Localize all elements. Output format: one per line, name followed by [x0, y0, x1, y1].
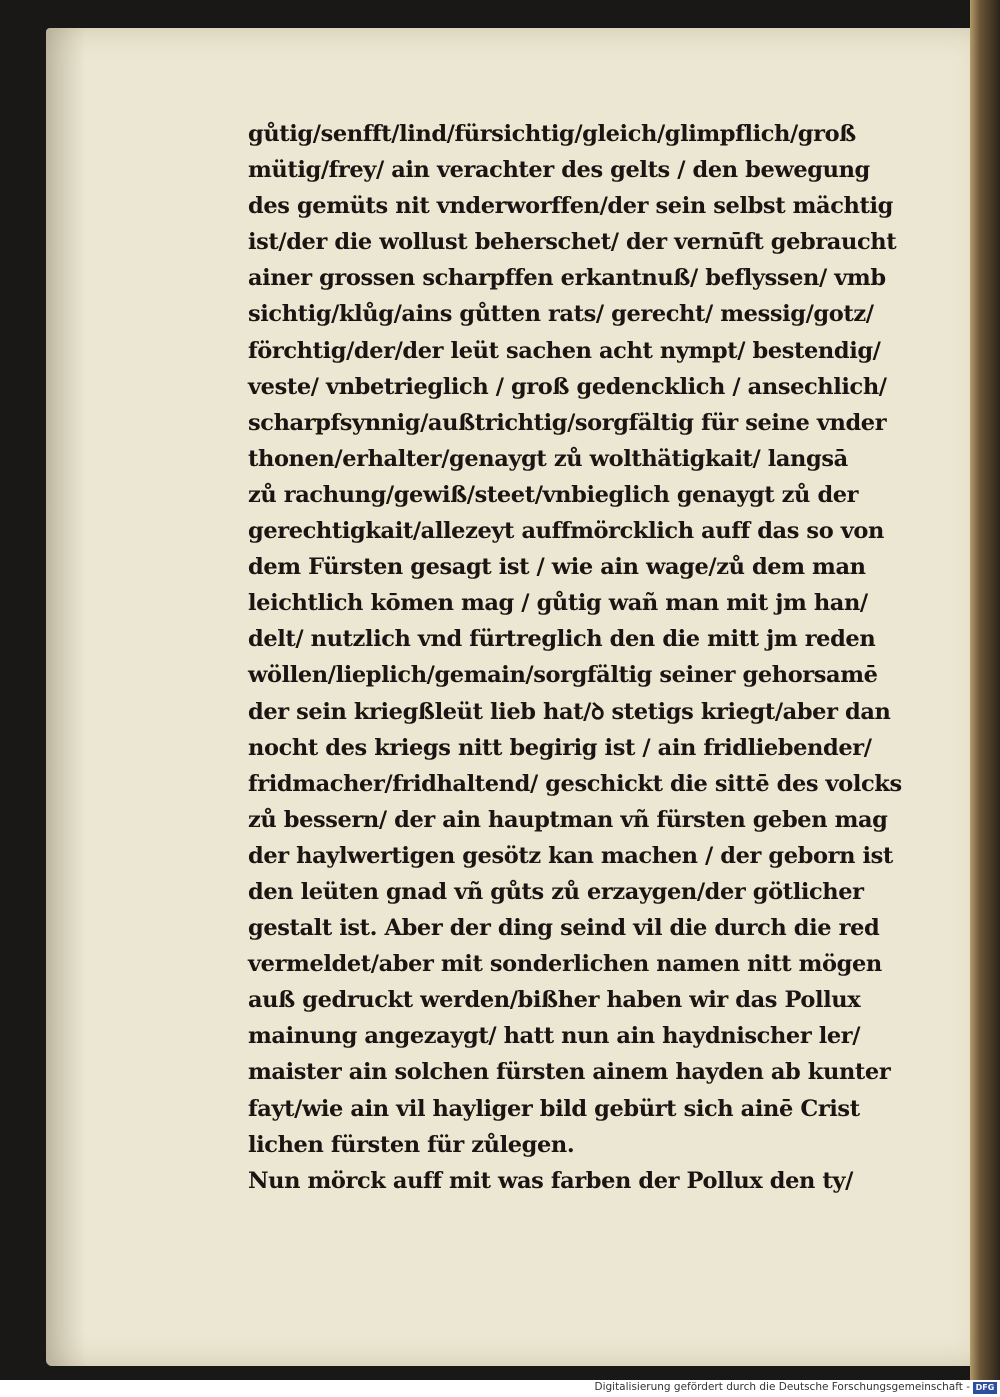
text-line: scharpfsynnig/außtrichtig/sorgfältig für seine vnder — [248, 409, 887, 436]
text-line: thonen/erhalter/genaygt zů wolthätigkait/ langsā — [248, 445, 848, 472]
text-line: ainer grossen scharpffen erkantnuß/ beflyssen/ vmb — [248, 265, 886, 292]
text-line: auß gedruckt werden/bißher haben wir das Pollux — [248, 987, 861, 1014]
text-line: der haylwertigen gesötz kan machen / der geborn ist — [248, 842, 893, 869]
text-line: dem Fürsten gesagt ist / wie ain wage/zů dem man — [248, 554, 866, 581]
book-spine — [970, 0, 1000, 1380]
digitization-footer — [0, 1380, 1000, 1397]
text-line: mütig/frey/ ain verachter des gelts / den bewegung — [248, 157, 870, 184]
funding-credit: Digitalisierung gefördert durch die Deutsche Forschungsgemeinschaft - — [594, 1381, 970, 1393]
text-line: des gemüts nit vnderworffen/der sein selbst mächtig — [248, 193, 893, 220]
text-line: gestalt ist. Aber der ding seind vil die durch die red — [248, 915, 880, 942]
text-line: gůtig/senfft/lind/fürsichtig/gleich/glimpflich/groß — [248, 121, 856, 147]
text-line: delt/ nutzlich vnd fürtreglich den die mitt jm reden — [248, 626, 876, 653]
page-shadow — [46, 28, 86, 1366]
text-line: maister ain solchen fürsten ainem hayden ab kunter — [248, 1059, 891, 1086]
page-text — [248, 116, 928, 1199]
text-line: der sein kriegßleüt lieb hat/ꝺ stetigs kriegt/aber dan — [248, 698, 891, 725]
text-line: gerechtigkait/allezeyt auffmörcklich auff das so von — [248, 518, 884, 545]
text-line: leichtlich kōmen mag / gůtig wañ man mit jm han/ — [248, 590, 868, 617]
text-line: vermeldet/aber mit sonderlichen namen nitt mögen — [248, 951, 882, 978]
text-line: zů rachung/gewiß/steet/vnbieglich genaygt zů der — [248, 481, 859, 508]
dfg-logo: DFG — [973, 1382, 997, 1394]
text-line: ist/der die wollust beherschet/ der vernūft gebraucht — [248, 229, 897, 256]
text-line: den leüten gnad vñ gůts zů erzaygen/der götlicher — [248, 878, 864, 905]
text-line: Nun mörck auff mit was farben der Pollux den ty/ — [248, 1167, 853, 1194]
text-line: zů bessern/ der ain hauptman vñ fürsten geben mag — [248, 806, 888, 833]
text-line: mainung angezaygt/ hatt nun ain haydnischer ler/ — [248, 1023, 861, 1050]
text-line: lichen fürsten für zůlegen. — [248, 1131, 575, 1158]
text-line: sichtig/klůg/ains gůtten rats/ gerecht/ messig/gotz/ — [248, 301, 874, 328]
text-line: fayt/wie ain vil hayliger bild gebürt sich ainē Crist — [248, 1095, 860, 1122]
text-line: veste/ vnbetrieglich / groß gedencklich / ansechlich/ — [248, 373, 887, 400]
text-line: fridmacher/fridhaltend/ geschickt die sittē des volcks — [248, 770, 902, 797]
text-line: nocht des kriegs nitt begirig ist / ain fridliebender/ — [248, 734, 872, 761]
text-line: wöllen/lieplich/gemain/sorgfältig seiner gehorsamē — [248, 662, 878, 689]
text-line: förchtig/der/der leüt sachen acht nympt/ bestendig/ — [248, 337, 881, 364]
